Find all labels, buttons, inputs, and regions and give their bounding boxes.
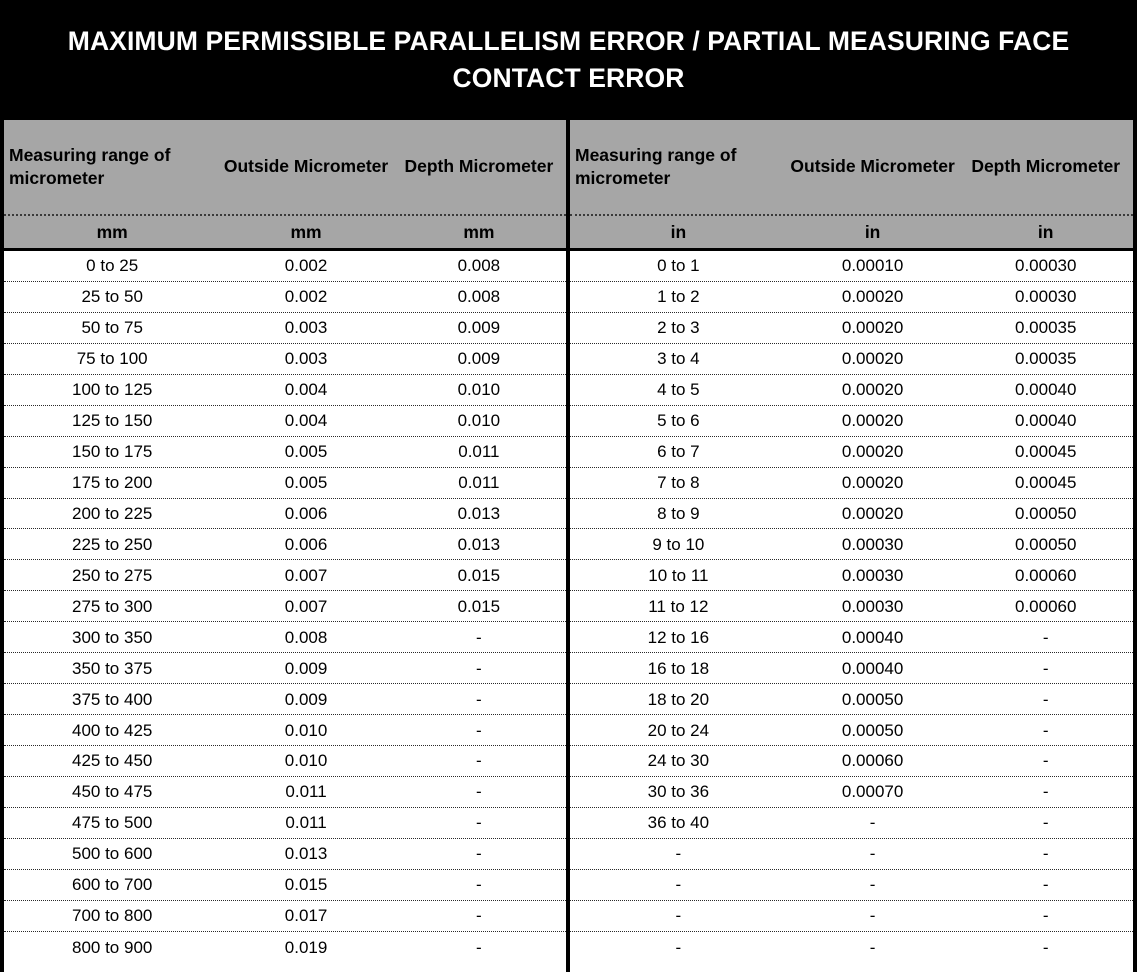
table-row (570, 932, 1133, 963)
imperial-cell-outside: 0.00030 (841, 565, 904, 585)
imperial-cell-range: 36 to 40 (647, 813, 710, 833)
imperial-cell-outside: - (869, 906, 876, 926)
table-row (4, 901, 566, 932)
imperial-cell-outside: 0.00050 (841, 689, 904, 709)
imperial-cell-outside: 0.00020 (841, 349, 904, 369)
metric-cell-outside: 0.006 (284, 503, 328, 523)
metric-cell-depth: - (476, 720, 482, 740)
table-row (4, 870, 566, 901)
imperial-cell-range: 2 to 3 (657, 318, 700, 338)
metric-cell-outside: 0.019 (284, 937, 328, 957)
table-row (4, 622, 566, 653)
metric-header-outside-micrometer: Outside Micrometer (223, 156, 389, 177)
metric-cell-depth: - (476, 813, 482, 833)
metric-cell-range: 0 to 25 (86, 256, 139, 276)
metric-cell-outside: 0.009 (284, 658, 328, 678)
metric-cell-range: 50 to 75 (81, 318, 143, 338)
table-row (4, 777, 566, 808)
imperial-unit-depth-micrometer: in (1037, 221, 1054, 242)
imperial-cell-range: 1 to 2 (657, 287, 700, 307)
metric-cell-range: 125 to 150 (72, 411, 153, 431)
table-row (4, 251, 566, 282)
imperial-cell-depth: 0.00030 (1014, 256, 1077, 276)
table-row (570, 529, 1133, 560)
metric-cell-outside: 0.005 (284, 442, 328, 462)
metric-cell-outside: 0.005 (284, 473, 328, 493)
metric-cell-range: 100 to 125 (72, 380, 153, 400)
metric-cell-depth: 0.008 (457, 256, 501, 276)
imperial-cell-depth: 0.00030 (1014, 287, 1077, 307)
metric-cell-range: 400 to 425 (72, 720, 153, 740)
metric-cell-outside: 0.009 (284, 689, 328, 709)
imperial-cell-depth: - (1042, 658, 1049, 678)
metric-cell-range: 450 to 475 (72, 782, 153, 802)
imperial-cell-range: 11 to 12 (648, 596, 709, 616)
metric-cell-range: 275 to 300 (72, 596, 153, 616)
imperial-cell-depth: - (1042, 782, 1049, 802)
imperial-cell-range: 10 to 11 (648, 565, 709, 585)
imperial-cell-depth: - (1042, 906, 1049, 926)
imperial-cell-depth: - (1042, 813, 1049, 833)
metric-cell-range: 300 to 350 (72, 627, 153, 647)
table-row (570, 870, 1133, 901)
imperial-cell-depth: 0.00040 (1014, 380, 1077, 400)
imperial-header-outside-micrometer: Outside Micrometer (790, 156, 955, 177)
table-row (4, 932, 566, 963)
metric-cell-range: 25 to 50 (81, 287, 143, 307)
imperial-cell-range: 24 to 30 (647, 751, 710, 771)
table-row (570, 715, 1133, 746)
imperial-cell-outside: 0.00050 (841, 720, 904, 740)
table-row (4, 839, 566, 870)
metric-cell-outside: 0.007 (284, 565, 328, 585)
table-row (570, 313, 1133, 344)
table-row (4, 406, 566, 437)
metric-header-measuring-range: Measuring range of micrometer (9, 144, 171, 188)
metric-cell-outside: 0.007 (284, 596, 328, 616)
imperial-cell-outside: 0.00020 (841, 287, 904, 307)
imperial-header-titles-row (570, 120, 1133, 216)
imperial-header-depth-micrometer: Depth Micrometer (971, 156, 1121, 177)
imperial-cell-outside: 0.00060 (841, 751, 904, 771)
imperial-cell-range: 12 to 16 (647, 627, 710, 647)
table-row (4, 684, 566, 715)
imperial-cell-depth: 0.00035 (1014, 318, 1077, 338)
metric-cell-depth: 0.013 (457, 534, 501, 554)
imperial-cell-depth: - (1042, 844, 1049, 864)
metric-cell-range: 150 to 175 (72, 442, 153, 462)
metric-cell-range: 225 to 250 (72, 534, 153, 554)
imperial-cell-depth: 0.00060 (1014, 565, 1077, 585)
metric-cell-outside: 0.004 (284, 411, 328, 431)
metric-cell-depth: - (476, 751, 482, 771)
imperial-header-units-row (570, 216, 1133, 248)
imperial-cell-depth: 0.00035 (1014, 349, 1077, 369)
metric-cell-outside: 0.011 (285, 782, 327, 802)
imperial-cell-depth: - (1042, 937, 1049, 957)
table-row (570, 622, 1133, 653)
table-row (570, 344, 1133, 375)
metric-cell-outside: 0.010 (284, 751, 328, 771)
table-row (570, 560, 1133, 591)
table-row (570, 282, 1133, 313)
metric-cell-depth: - (476, 782, 482, 802)
metric-cell-depth: - (476, 906, 482, 926)
table-row (570, 746, 1133, 777)
metric-cell-range: 600 to 700 (72, 875, 153, 895)
imperial-header-measuring-range: Measuring range of micrometer (575, 144, 737, 188)
metric-unit-measuring-range: mm (96, 221, 128, 242)
imperial-cell-depth: - (1042, 689, 1049, 709)
imperial-cell-range: 7 to 8 (657, 473, 700, 493)
table-row (4, 529, 566, 560)
metric-cell-depth: 0.009 (457, 318, 501, 338)
imperial-cell-outside: 0.00040 (841, 627, 904, 647)
imperial-cell-outside: 0.00020 (841, 473, 904, 493)
imperial-cell-range: - (675, 844, 682, 864)
imperial-cell-depth: - (1042, 627, 1049, 647)
metric-cell-outside: 0.015 (284, 875, 328, 895)
table-row (570, 901, 1133, 932)
imperial-cell-outside: - (869, 937, 876, 957)
metric-unit-depth-micrometer: mm (463, 221, 495, 242)
imperial-cell-range: 16 to 18 (647, 658, 710, 678)
imperial-cell-outside: - (869, 813, 876, 833)
table-row (570, 406, 1133, 437)
imperial-cell-range: - (675, 906, 682, 926)
imperial-cell-depth: - (1042, 720, 1049, 740)
imperial-cell-depth: 0.00045 (1014, 442, 1077, 462)
table-row (570, 499, 1133, 530)
imperial-cell-outside: 0.00040 (841, 658, 904, 678)
table-row (570, 437, 1133, 468)
imperial-cell-outside: 0.00030 (841, 534, 904, 554)
metric-cell-depth: - (476, 937, 482, 957)
table-row (570, 375, 1133, 406)
imperial-cell-outside: - (869, 875, 876, 895)
imperial-cell-outside: 0.00010 (841, 256, 904, 276)
metric-cell-range: 500 to 600 (72, 844, 153, 864)
imperial-cell-depth: 0.00040 (1014, 411, 1077, 431)
metric-cell-outside: 0.006 (284, 534, 328, 554)
table-row (570, 808, 1133, 839)
imperial-cell-outside: 0.00070 (841, 782, 904, 802)
imperial-cell-outside: - (869, 844, 876, 864)
table-row (4, 282, 566, 313)
imperial-table-header (570, 120, 1133, 251)
title-band (0, 0, 1137, 120)
imperial-cell-depth: 0.00050 (1014, 503, 1077, 523)
imperial-cell-outside: 0.00020 (841, 380, 904, 400)
table-row (4, 560, 566, 591)
imperial-cell-range: 9 to 10 (652, 534, 705, 554)
imperial-cell-range: - (675, 875, 682, 895)
imperial-cell-range: 8 to 9 (657, 503, 700, 523)
metric-header-depth-micrometer: Depth Micrometer (404, 156, 554, 177)
imperial-cell-outside: 0.00020 (841, 442, 904, 462)
metric-cell-range: 700 to 800 (72, 906, 153, 926)
metric-cell-outside: 0.003 (284, 318, 328, 338)
imperial-cell-range: 5 to 6 (657, 411, 700, 431)
imperial-cell-range: 18 to 20 (647, 689, 710, 709)
table-row (4, 499, 566, 530)
imperial-cell-depth: - (1042, 751, 1049, 771)
metric-cell-range: 475 to 500 (72, 813, 153, 833)
metric-cell-depth: - (476, 689, 482, 709)
imperial-cell-depth: 0.00050 (1014, 534, 1077, 554)
metric-cell-depth: - (476, 658, 482, 678)
table-row (4, 375, 566, 406)
imperial-cell-range: 30 to 36 (647, 782, 710, 802)
imperial-cell-outside: 0.00030 (841, 596, 904, 616)
table-row (4, 468, 566, 499)
imperial-cell-outside: 0.00020 (841, 411, 904, 431)
metric-cell-depth: 0.011 (458, 473, 500, 493)
imperial-cell-range: 4 to 5 (657, 380, 700, 400)
metric-cell-depth: 0.008 (457, 287, 501, 307)
metric-table (0, 120, 568, 972)
table-row (4, 313, 566, 344)
imperial-cell-range: 20 to 24 (647, 720, 710, 740)
imperial-table-body (570, 251, 1133, 963)
table-row (570, 591, 1133, 622)
metric-cell-depth: 0.015 (457, 596, 501, 616)
imperial-table (568, 120, 1137, 972)
metric-cell-outside: 0.010 (284, 720, 328, 740)
metric-cell-depth: 0.011 (458, 442, 500, 462)
metric-cell-range: 800 to 900 (72, 937, 153, 957)
metric-cell-range: 175 to 200 (72, 473, 153, 493)
metric-cell-depth: 0.013 (457, 503, 501, 523)
metric-table-body (4, 251, 566, 963)
imperial-unit-measuring-range: in (670, 221, 687, 242)
metric-cell-depth: 0.009 (457, 349, 501, 369)
metric-cell-outside: 0.002 (284, 287, 328, 307)
metric-cell-range: 75 to 100 (76, 349, 148, 369)
table-row (570, 251, 1133, 282)
metric-header-titles-row (4, 120, 566, 216)
page-title: MAXIMUM PERMISSIBLE PARALLELISM ERROR / PARTIAL MEASURING FACE CONTACT ERROR (67, 26, 1070, 93)
table-row (570, 839, 1133, 870)
metric-cell-outside: 0.013 (284, 844, 328, 864)
metric-cell-outside: 0.008 (284, 627, 328, 647)
metric-cell-range: 250 to 275 (72, 565, 153, 585)
table-row (4, 344, 566, 375)
metric-cell-depth: 0.010 (457, 411, 501, 431)
table-row (570, 777, 1133, 808)
metric-cell-range: 350 to 375 (72, 658, 153, 678)
table-row (4, 808, 566, 839)
table-row (570, 684, 1133, 715)
imperial-unit-outside-micrometer: in (864, 221, 881, 242)
metric-table-header (4, 120, 566, 251)
imperial-cell-depth: 0.00060 (1014, 596, 1077, 616)
table-row (570, 653, 1133, 684)
tables-container (0, 120, 1137, 972)
imperial-cell-outside: 0.00020 (841, 503, 904, 523)
metric-cell-depth: - (476, 875, 482, 895)
metric-cell-range: 425 to 450 (72, 751, 153, 771)
imperial-cell-range: 0 to 1 (657, 256, 700, 276)
table-row (4, 591, 566, 622)
imperial-cell-range: 3 to 4 (657, 349, 700, 369)
imperial-cell-depth: - (1042, 875, 1049, 895)
imperial-cell-outside: 0.00020 (841, 318, 904, 338)
imperial-cell-depth: 0.00045 (1014, 473, 1077, 493)
metric-unit-outside-micrometer: mm (290, 221, 322, 242)
table-row (570, 468, 1133, 499)
metric-cell-outside: 0.011 (285, 813, 327, 833)
metric-cell-range: 375 to 400 (72, 689, 153, 709)
metric-cell-depth: 0.015 (457, 565, 501, 585)
metric-cell-outside: 0.017 (284, 906, 328, 926)
metric-cell-outside: 0.004 (284, 380, 328, 400)
metric-cell-range: 200 to 225 (72, 503, 153, 523)
metric-header-units-row (4, 216, 566, 248)
table-row (4, 715, 566, 746)
metric-cell-depth: 0.010 (457, 380, 501, 400)
metric-cell-outside: 0.002 (284, 256, 328, 276)
table-row (4, 653, 566, 684)
table-row (4, 437, 566, 468)
imperial-cell-range: - (675, 937, 682, 957)
imperial-cell-range: 6 to 7 (657, 442, 700, 462)
table-row (4, 746, 566, 777)
metric-cell-outside: 0.003 (284, 349, 328, 369)
metric-cell-depth: - (476, 844, 482, 864)
metric-cell-depth: - (476, 627, 482, 647)
